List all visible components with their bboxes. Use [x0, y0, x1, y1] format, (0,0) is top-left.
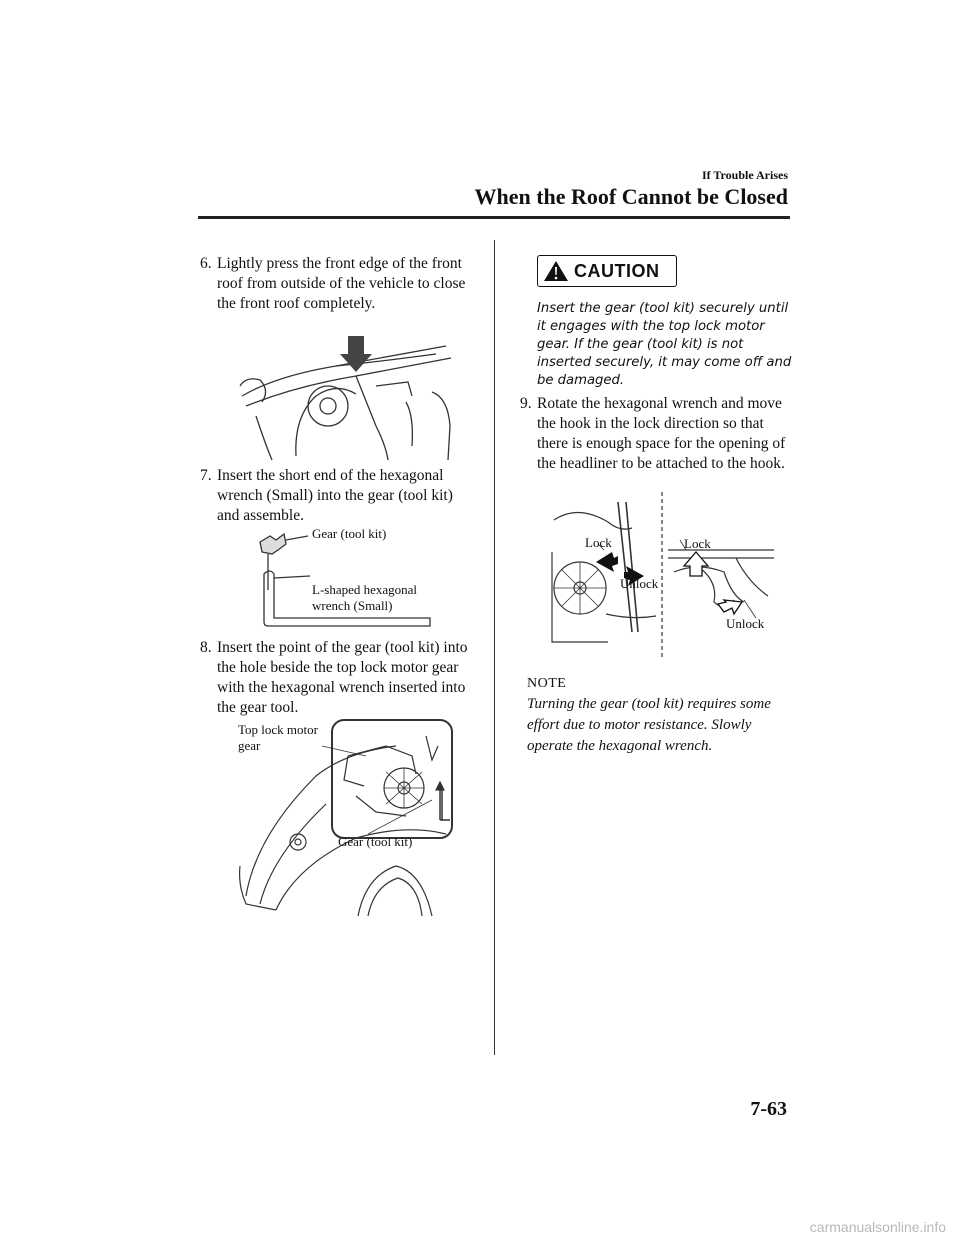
step-text: Insert the short end of the hexagonal wrench (Small) into the gear (tool kit) and assemble. [217, 467, 453, 524]
caution-heading: CAUTION [574, 260, 660, 281]
gear-tool-kit-label-2: Gear (tool kit) [338, 834, 413, 849]
top-lock-motor-label-line1: Top lock motor [238, 722, 318, 737]
roof-closing-illustration [236, 336, 458, 460]
step-number: 9. [520, 395, 532, 412]
column-divider [494, 240, 495, 1055]
lock-label-left: Lock [585, 535, 612, 550]
step-text: Rotate the hexagonal wrench and move the hook in the lock direction so that there is enough space for the opening of the headliner to be attached to the hook. [537, 395, 786, 472]
wrench-label-line2: wrench (Small) [312, 598, 393, 613]
page-title: When the Roof Cannot be Closed [474, 184, 788, 209]
note-text: Turning the gear (tool kit) requires some effort due to motor resistance. Slowly operate the hexagonal wrench. [527, 696, 771, 754]
note-title: NOTE [527, 676, 567, 691]
step-7 [200, 466, 470, 526]
lock-unlock-illustration [548, 492, 784, 660]
step-number: 7. [200, 467, 212, 484]
top-lock-motor-illustration [236, 716, 458, 916]
step-number: 6. [200, 255, 212, 272]
press-arrow-icon [340, 336, 372, 372]
page-number: 7-63 [750, 1098, 787, 1120]
unlock-label-left: Unlock [620, 576, 659, 591]
lock-label-right: Lock [684, 536, 711, 551]
unlock-arrow-right-icon [718, 600, 742, 614]
step-9 [520, 394, 792, 474]
warning-triangle-icon [538, 256, 574, 286]
section-label: If Trouble Arises [701, 168, 788, 182]
gear-and-wrench-illustration [254, 530, 434, 630]
top-lock-motor-label-line2: gear [238, 738, 261, 753]
watermark[interactable]: carmanualsonline.info [809, 1219, 946, 1235]
step-number: 8. [200, 639, 212, 656]
step-text: Lightly press the front edge of the front roof from outside of the vehicle to close the front roof completely. [217, 255, 466, 312]
step-text: Insert the point of the gear (tool kit) into the hole beside the top lock motor gear with the hexagonal wrench inserted into the gear tool. [217, 639, 468, 716]
unlock-label-right: Unlock [726, 616, 765, 631]
wrench-label-line1: L-shaped hexagonal [312, 582, 418, 597]
gear-tool-kit-label: Gear (tool kit) [312, 526, 387, 541]
step-6 [200, 254, 470, 314]
header-rule [198, 216, 790, 219]
caution-badge [537, 255, 677, 287]
gear-icon [260, 534, 286, 554]
lock-arrow-left-icon [596, 552, 618, 572]
step-8 [200, 638, 476, 718]
caution-text: Insert the gear (tool kit) securely until it engages with the top lock motor gear. If the gear (tool kit) is not inserted securely, it may come off and be damaged. [537, 301, 792, 388]
